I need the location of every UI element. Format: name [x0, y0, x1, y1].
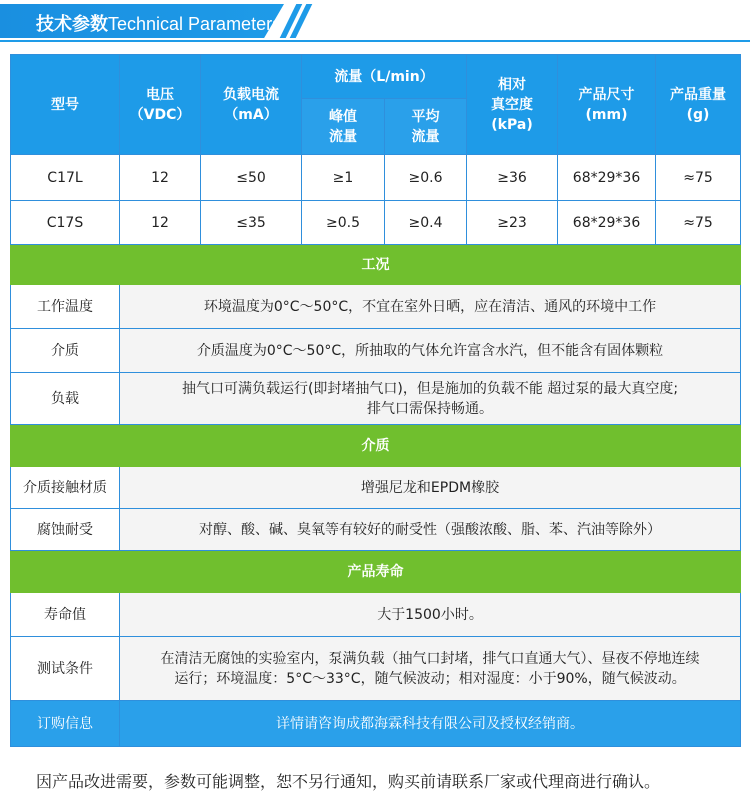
order-label: 订购信息 — [11, 701, 120, 747]
list-item — [11, 593, 741, 637]
row-value: 增强尼龙和EPDM橡胶 — [120, 467, 741, 509]
cell-vacuum: ≥23 — [467, 201, 558, 245]
cell-avg: ≥0.4 — [385, 201, 467, 245]
order-value: 详情请咨询成都海霖科技有限公司及授权经销商。 — [120, 701, 741, 747]
row-label: 测试条件 — [11, 637, 120, 701]
order-info-row — [11, 701, 741, 747]
col-peak-flow: 峰值 流量 — [302, 99, 385, 155]
cell-avg: ≥0.6 — [385, 155, 467, 201]
cell-voltage: 12 — [120, 155, 201, 201]
footer-note: 因产品改进需要，参数可能调整，恕不另行通知，购买前请联系厂家或代理商进行确认。 — [36, 772, 661, 791]
row-value: 对醇、酸、碱、臭氧等有较好的耐受性（强酸浓酸、脂、苯、汽油等除外） — [120, 509, 741, 551]
row-value: 环境温度为0°C～50°C，不宜在室外日晒，应在清洁、通风的环境中工作 — [120, 285, 741, 329]
section-row-conditions — [11, 245, 741, 285]
cell-vacuum: ≥36 — [467, 155, 558, 201]
row-label: 寿命值 — [11, 593, 120, 637]
row-value: 抽气口可满负载运行(即封堵抽气口)，但是施加的负载不能 超过泵的最大真空度; 排气口需保持畅通。 — [120, 373, 741, 425]
col-avg-flow: 平均 流量 — [385, 99, 467, 155]
table-header-row — [11, 55, 741, 99]
cell-size: 68*29*36 — [558, 155, 656, 201]
cell-peak: ≥0.5 — [302, 201, 385, 245]
cell-peak: ≥1 — [302, 155, 385, 201]
col-current: 负载电流 （mA） — [201, 55, 302, 155]
cell-current: ≤50 — [201, 155, 302, 201]
list-item — [11, 329, 741, 373]
section-row-medium — [11, 425, 741, 467]
section-title-life: 产品寿命 — [11, 551, 741, 593]
col-weight: 产品重量 (g) — [656, 55, 741, 155]
row-label: 介质 — [11, 329, 120, 373]
section-header — [0, 0, 750, 44]
col-voltage: 电压 （VDC） — [120, 55, 201, 155]
spec-table — [10, 54, 741, 747]
cell-model: C17S — [11, 201, 120, 245]
section-title-conditions: 工况 — [11, 245, 741, 285]
table-row — [11, 201, 741, 245]
col-model: 型号 — [11, 55, 120, 155]
row-label: 工作温度 — [11, 285, 120, 329]
list-item — [11, 285, 741, 329]
cell-model: C17L — [11, 155, 120, 201]
page-title — [36, 10, 281, 36]
row-label: 负载 — [11, 373, 120, 425]
cell-weight: ≈75 — [656, 155, 741, 201]
header-underline — [0, 40, 750, 42]
title-cn: 技术参数 — [36, 14, 108, 35]
row-value: 在清洁无腐蚀的实验室内，泵满负载（抽气口封堵，排气口直通大气）、昼夜不停地连续 运行；环境温度：5°C～33°C，随气候波动；相对湿度：小于90%，随气候波动。 — [120, 637, 741, 701]
cell-weight: ≈75 — [656, 201, 741, 245]
row-label: 介质接触材质 — [11, 467, 120, 509]
cell-size: 68*29*36 — [558, 201, 656, 245]
section-row-life — [11, 551, 741, 593]
title-en: Technical Parameters — [108, 14, 282, 34]
col-size: 产品尺寸 (mm) — [558, 55, 656, 155]
table-row — [11, 155, 741, 201]
list-item — [11, 373, 741, 425]
list-item — [11, 509, 741, 551]
list-item — [11, 467, 741, 509]
row-label: 腐蚀耐受 — [11, 509, 120, 551]
col-flow: 流量（L/min） — [302, 55, 467, 99]
row-value: 介质温度为0°C～50°C，所抽取的气体允许富含水汽，但不能含有固体颗粒 — [120, 329, 741, 373]
section-title-medium: 介质 — [11, 425, 741, 467]
row-value: 大于1500小时。 — [120, 593, 741, 637]
cell-current: ≤35 — [201, 201, 302, 245]
cell-voltage: 12 — [120, 201, 201, 245]
list-item — [11, 637, 741, 701]
col-vacuum: 相对 真空度 (kPa) — [467, 55, 558, 155]
